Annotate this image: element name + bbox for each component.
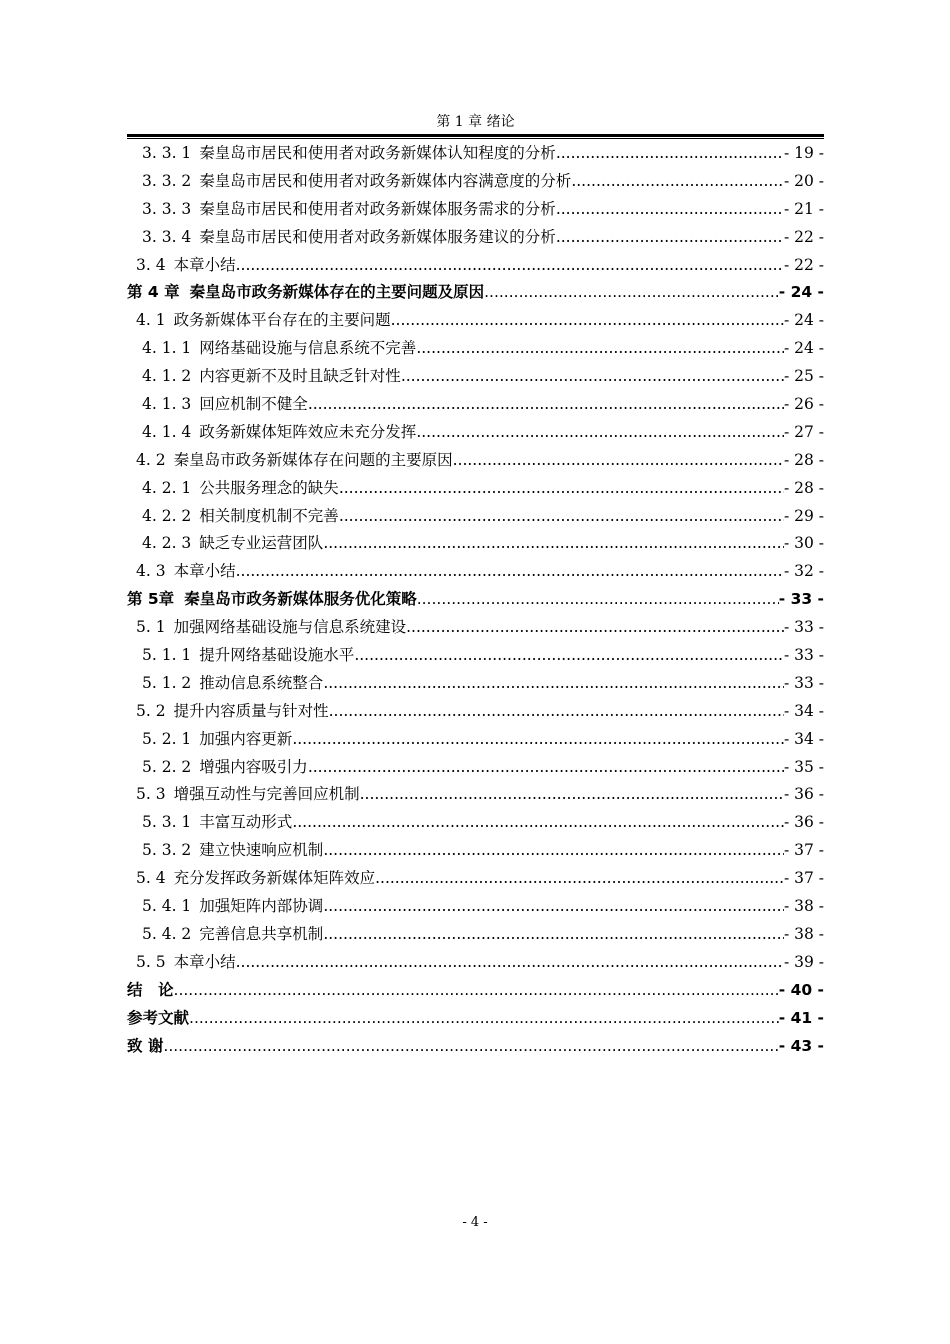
header-rule xyxy=(127,134,824,139)
toc-entry-number: 5. 3 xyxy=(136,785,166,804)
toc-entry-page: - 26 - xyxy=(783,395,824,414)
toc-entry-number: 第 5章 xyxy=(127,590,175,609)
toc-entry[interactable] xyxy=(127,893,824,921)
dot-leader xyxy=(571,168,784,196)
toc-entry[interactable] xyxy=(127,698,824,726)
toc-entry-page: - 32 - xyxy=(783,562,824,581)
toc-entry[interactable] xyxy=(127,977,824,1005)
toc-entry-page: - 24 - xyxy=(783,311,824,330)
toc-entry-page: - 35 - xyxy=(783,757,824,776)
toc-entry-page: - 40 - xyxy=(778,980,824,999)
toc-entry-title: 回应机制不健全 xyxy=(199,395,308,414)
toc-entry[interactable] xyxy=(127,949,824,977)
toc-entry-page: - 25 - xyxy=(783,367,824,386)
toc-entry-page: - 28 - xyxy=(783,450,824,469)
dot-leader xyxy=(323,530,784,558)
toc-entry[interactable] xyxy=(127,1005,824,1033)
dot-leader xyxy=(556,196,784,224)
toc-entry-title: 内容更新不及时且缺乏针对性 xyxy=(199,367,401,386)
toc-entry[interactable] xyxy=(127,503,824,531)
toc-entry-page: - 24 - xyxy=(783,339,824,358)
toc-entry-page: - 33 - xyxy=(778,590,824,609)
dot-leader xyxy=(484,279,779,307)
toc-entry-title: 致 谢 xyxy=(127,1036,164,1055)
toc-entry[interactable] xyxy=(127,419,824,447)
toc-entry-page: - 38 - xyxy=(783,897,824,916)
dot-leader xyxy=(339,503,784,531)
toc-entry[interactable] xyxy=(127,754,824,782)
toc-entry[interactable] xyxy=(127,809,824,837)
toc-entry-title: 结 论 xyxy=(127,980,174,999)
dot-leader xyxy=(292,809,784,837)
toc-entry-title: 丰富互动形式 xyxy=(199,813,293,832)
toc-entry-title: 秦皇岛市居民和使用者对政务新媒体服务建议的分析 xyxy=(199,227,556,246)
toc-entry[interactable] xyxy=(127,670,824,698)
toc-entry[interactable] xyxy=(127,781,824,809)
toc-entry-number: 4. 1 xyxy=(136,311,166,330)
toc-entry-number: 5. 1 xyxy=(136,618,166,637)
toc-entry[interactable] xyxy=(127,921,824,949)
toc-entry-page: - 28 - xyxy=(783,478,824,497)
toc-entry-number: 4. 2 xyxy=(136,450,166,469)
toc-entry[interactable] xyxy=(127,865,824,893)
dot-leader xyxy=(329,698,784,726)
toc-entry-title: 本章小结 xyxy=(173,952,236,971)
toc-entry[interactable] xyxy=(127,196,824,224)
toc-entry[interactable] xyxy=(127,168,824,196)
dot-leader xyxy=(391,307,784,335)
dot-leader xyxy=(236,252,784,280)
toc-entry[interactable] xyxy=(127,140,824,168)
toc-entry-title: 相关制度机制不完善 xyxy=(199,506,339,525)
toc-entry-number: 5. 3. 2 xyxy=(142,841,192,860)
toc-entry-number: 5. 5 xyxy=(136,952,166,971)
toc-entry-title: 加强网络基础设施与信息系统建设 xyxy=(173,618,407,637)
toc-entry[interactable] xyxy=(127,252,824,280)
table-of-contents xyxy=(127,140,824,1060)
toc-entry[interactable] xyxy=(127,642,824,670)
toc-entry-number: 5. 4. 1 xyxy=(142,897,192,916)
toc-entry-title: 政务新媒体矩阵效应未充分发挥 xyxy=(199,422,417,441)
toc-entry-page: - 37 - xyxy=(783,841,824,860)
toc-entry[interactable] xyxy=(127,558,824,586)
toc-entry-number: 5. 1. 1 xyxy=(142,646,192,665)
toc-entry[interactable] xyxy=(127,837,824,865)
toc-entry-number: 3. 3. 1 xyxy=(142,144,192,162)
dot-leader xyxy=(339,475,784,503)
toc-entry-number: 5. 1. 2 xyxy=(142,673,192,692)
toc-entry-title: 完善信息共享机制 xyxy=(199,924,324,943)
toc-entry-title: 本章小结 xyxy=(173,562,236,581)
toc-entry-page: - 36 - xyxy=(783,785,824,804)
toc-entry-page: - 20 - xyxy=(783,171,824,190)
toc-entry[interactable] xyxy=(127,363,824,391)
dot-leader xyxy=(323,837,784,865)
toc-entry-page: - 34 - xyxy=(783,701,824,720)
toc-entry-number: 4. 2. 2 xyxy=(142,506,192,525)
toc-entry-number: 4. 1. 3 xyxy=(142,395,192,414)
toc-entry-title: 增强内容吸引力 xyxy=(199,757,308,776)
toc-entry-page: - 22 - xyxy=(783,255,824,274)
dot-leader xyxy=(292,726,784,754)
toc-entry-page: - 33 - xyxy=(783,673,824,692)
toc-entry-number: 5. 2 xyxy=(136,701,166,720)
toc-entry-title: 加强内容更新 xyxy=(199,729,293,748)
toc-entry-title: 秦皇岛市政务新媒体服务优化策略 xyxy=(184,590,417,609)
toc-entry-title: 本章小结 xyxy=(173,255,236,274)
dot-leader xyxy=(354,642,784,670)
dot-leader xyxy=(401,363,784,391)
toc-entry-number: 5. 2. 1 xyxy=(142,729,192,748)
toc-entry[interactable] xyxy=(127,586,824,614)
toc-entry-number: 4. 2. 1 xyxy=(142,478,192,497)
toc-entry-page: - 27 - xyxy=(783,422,824,441)
toc-entry[interactable] xyxy=(127,1033,824,1061)
toc-entry-page: - 38 - xyxy=(783,924,824,943)
toc-entry-number: 4. 1. 4 xyxy=(142,422,192,441)
toc-entry[interactable] xyxy=(127,307,824,335)
toc-entry[interactable] xyxy=(127,279,824,307)
toc-entry-title: 加强矩阵内部协调 xyxy=(199,897,324,916)
dot-leader xyxy=(174,977,779,1005)
toc-entry-title: 秦皇岛市居民和使用者对政务新媒体认知程度的分析 xyxy=(199,144,556,162)
toc-entry-number: 4. 2. 3 xyxy=(142,534,192,553)
toc-entry[interactable] xyxy=(127,475,824,503)
toc-entry-title: 网络基础设施与信息系统不完善 xyxy=(199,339,417,358)
dot-leader xyxy=(556,140,784,168)
toc-entry-page: - 41 - xyxy=(778,1008,824,1027)
dot-leader xyxy=(323,670,784,698)
dot-leader xyxy=(417,586,779,614)
dot-leader xyxy=(453,447,784,475)
toc-entry[interactable] xyxy=(127,391,824,419)
dot-leader xyxy=(308,391,784,419)
toc-entry-title: 秦皇岛市居民和使用者对政务新媒体内容满意度的分析 xyxy=(199,171,572,190)
toc-entry-number: 第 4 章 xyxy=(127,283,180,302)
dot-leader xyxy=(375,865,784,893)
toc-entry-page: - 30 - xyxy=(783,534,824,553)
toc-entry-page: - 33 - xyxy=(783,646,824,665)
dot-leader xyxy=(236,558,784,586)
toc-entry-number: 5. 3. 1 xyxy=(142,813,192,832)
toc-entry-title: 缺乏专业运营团队 xyxy=(199,534,324,553)
toc-entry-title: 公共服务理念的缺失 xyxy=(199,478,339,497)
toc-entry-page: - 21 - xyxy=(783,199,824,218)
toc-entry-page: - 29 - xyxy=(783,506,824,525)
toc-entry-page: - 19 - xyxy=(783,144,824,162)
toc-entry[interactable] xyxy=(127,335,824,363)
dot-leader xyxy=(406,614,784,642)
toc-entry[interactable] xyxy=(127,530,824,558)
toc-entry-title: 建立快速响应机制 xyxy=(199,841,324,860)
toc-entry-title: 参考文献 xyxy=(127,1008,190,1027)
dot-leader xyxy=(416,419,784,447)
toc-entry-page: - 22 - xyxy=(783,227,824,246)
dot-leader xyxy=(163,1033,778,1061)
toc-entry[interactable] xyxy=(127,447,824,475)
toc-entry-page: - 37 - xyxy=(783,869,824,888)
dot-leader xyxy=(323,921,784,949)
dot-leader xyxy=(360,781,784,809)
toc-entry-number: 5. 4 xyxy=(136,869,166,888)
toc-entry-title: 秦皇岛市政务新媒体存在的主要问题及原因 xyxy=(189,283,485,302)
toc-entry-title: 秦皇岛市政务新媒体存在问题的主要原因 xyxy=(173,450,453,469)
toc-entry-title: 推动信息系统整合 xyxy=(199,673,324,692)
toc-entry-number: 4. 1. 1 xyxy=(142,339,192,358)
page-number: - 4 - xyxy=(462,1215,488,1230)
toc-entry[interactable] xyxy=(127,726,824,754)
toc-entry-title: 提升内容质量与针对性 xyxy=(173,701,329,720)
toc-entry-number: 3. 3. 3 xyxy=(142,199,192,218)
dot-leader xyxy=(323,893,784,921)
toc-entry-title: 提升网络基础设施水平 xyxy=(199,646,355,665)
toc-entry-page: - 43 - xyxy=(778,1036,824,1055)
toc-entry-number: 3. 3. 4 xyxy=(142,227,192,246)
toc-entry-number: 4. 1. 2 xyxy=(142,367,192,386)
toc-entry[interactable] xyxy=(127,224,824,252)
toc-entry-page: - 34 - xyxy=(783,729,824,748)
running-header: 第 1 章 绪论 xyxy=(436,114,515,130)
toc-entry-title: 增强互动性与完善回应机制 xyxy=(173,785,360,804)
toc-entry-page: - 33 - xyxy=(783,618,824,637)
dot-leader xyxy=(236,949,784,977)
toc-entry-title: 政务新媒体平台存在的主要问题 xyxy=(173,311,391,330)
toc-entry-title: 秦皇岛市居民和使用者对政务新媒体服务需求的分析 xyxy=(199,199,556,218)
toc-entry-page: - 39 - xyxy=(783,952,824,971)
toc-entry-number: 3. 4 xyxy=(136,255,166,274)
dot-leader xyxy=(189,1005,779,1033)
toc-entry-page: - 24 - xyxy=(778,283,824,302)
toc-entry-number: 4. 3 xyxy=(136,562,166,581)
toc-entry-number: 5. 4. 2 xyxy=(142,924,192,943)
dot-leader xyxy=(308,754,784,782)
dot-leader xyxy=(416,335,784,363)
toc-entry-number: 5. 2. 2 xyxy=(142,757,192,776)
toc-entry-title: 充分发挥政务新媒体矩阵效应 xyxy=(173,869,376,888)
toc-entry-number: 3. 3. 2 xyxy=(142,171,192,190)
toc-entry[interactable] xyxy=(127,614,824,642)
toc-entry-page: - 36 - xyxy=(783,813,824,832)
dot-leader xyxy=(556,224,784,252)
